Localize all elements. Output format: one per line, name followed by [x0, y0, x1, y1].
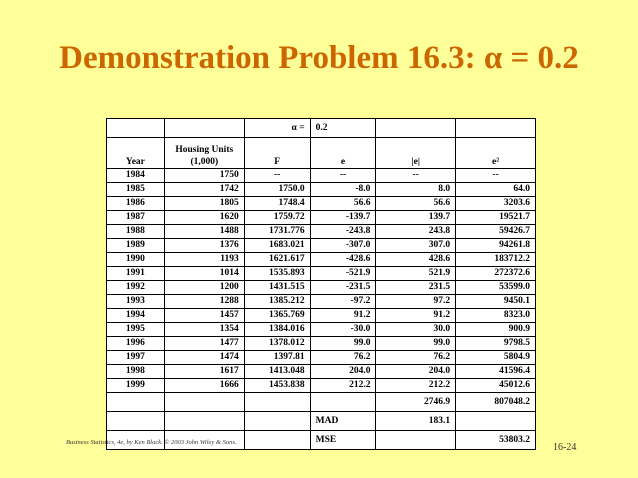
cell-squared-error: 272372.6 [456, 267, 536, 281]
table-row [107, 239, 536, 253]
table-row [107, 197, 536, 211]
cell-abs-error: 139.7 [376, 211, 456, 225]
alpha-value: 0.2 [310, 119, 376, 138]
cell-squared-error: 9798.5 [456, 337, 536, 351]
cell-squared-error: -- [456, 169, 536, 183]
cell-squared-error: 3203.6 [456, 197, 536, 211]
cell-squared-error: 900.9 [456, 323, 536, 337]
cell-error: 91.2 [310, 309, 376, 323]
cell-squared-error: 53599.0 [456, 281, 536, 295]
header-housing-line1: Housing Units [175, 145, 234, 155]
cell-abs-error: 212.2 [376, 379, 456, 393]
cell-housing-units: 1750 [164, 169, 244, 183]
cell-forecast: 1683.021 [244, 239, 310, 253]
table-row [107, 323, 536, 337]
table-row [107, 379, 536, 393]
cell-error: -30.0 [310, 323, 376, 337]
cell-forecast: 1750.0 [244, 183, 310, 197]
cell-abs-error: -- [376, 169, 456, 183]
cell-abs-error: 56.6 [376, 197, 456, 211]
cell-year: 1995 [107, 323, 165, 337]
cell-housing-units: 1666 [164, 379, 244, 393]
cell-squared-error: 59426.7 [456, 225, 536, 239]
table-row [107, 267, 536, 281]
cell-year: 1993 [107, 295, 165, 309]
cell-error: -428.6 [310, 253, 376, 267]
cell-error: 204.0 [310, 365, 376, 379]
cell-abs-error: 97.2 [376, 295, 456, 309]
cell-abs-error: 204.0 [376, 365, 456, 379]
cell-housing-units: 1200 [164, 281, 244, 295]
copyright-footer: Business Statistics, 4e, by Ken Black. © 2003 John Wiley & Sons. [66, 439, 237, 446]
cell-year: 1990 [107, 253, 165, 267]
cell-year: 1999 [107, 379, 165, 393]
cell-forecast: 1385.212 [244, 295, 310, 309]
cell-year: 1994 [107, 309, 165, 323]
cell-error: 56.6 [310, 197, 376, 211]
header-e: e [310, 138, 376, 169]
sum-e-squared: 807048.2 [456, 393, 536, 412]
cell-forecast: -- [244, 169, 310, 183]
cell-housing-units: 1477 [164, 337, 244, 351]
forecast-table-container [106, 118, 536, 450]
cell-housing-units: 1805 [164, 197, 244, 211]
cell-year: 1991 [107, 267, 165, 281]
mad-value: 183.1 [376, 412, 456, 431]
header-f: F [244, 138, 310, 169]
cell-abs-error: 76.2 [376, 351, 456, 365]
cell-housing-units: 1488 [164, 225, 244, 239]
cell-abs-error: 30.0 [376, 323, 456, 337]
table-row [107, 295, 536, 309]
cell-squared-error: 64.0 [456, 183, 536, 197]
cell-year: 1989 [107, 239, 165, 253]
cell-error: -231.5 [310, 281, 376, 295]
table-row [107, 365, 536, 379]
cell-abs-error: 231.5 [376, 281, 456, 295]
table-row [107, 253, 536, 267]
cell-housing-units: 1193 [164, 253, 244, 267]
cell-abs-error: 243.8 [376, 225, 456, 239]
cell-forecast: 1731.776 [244, 225, 310, 239]
cell-error: -8.0 [310, 183, 376, 197]
table-row [107, 211, 536, 225]
cell-housing-units: 1617 [164, 365, 244, 379]
cell-year: 1992 [107, 281, 165, 295]
table-row [107, 225, 536, 239]
cell-forecast: 1413.048 [244, 365, 310, 379]
cell-error: 212.2 [310, 379, 376, 393]
cell-housing-units: 1376 [164, 239, 244, 253]
cell-year: 1998 [107, 365, 165, 379]
cell-housing-units: 1354 [164, 323, 244, 337]
cell-forecast: 1378.012 [244, 337, 310, 351]
cell-squared-error: 45012.6 [456, 379, 536, 393]
forecast-table [106, 118, 536, 450]
header-abs-e: |e| [376, 138, 456, 169]
mse-label: MSE [310, 431, 376, 450]
alpha-label: α = [244, 119, 310, 138]
cell-forecast: 1397.81 [244, 351, 310, 365]
header-housing-units [164, 138, 244, 169]
cell-forecast: 1453.838 [244, 379, 310, 393]
cell-forecast: 1535.893 [244, 267, 310, 281]
table-row [107, 309, 536, 323]
cell-squared-error: 5804.9 [456, 351, 536, 365]
cell-housing-units: 1474 [164, 351, 244, 365]
table-row [107, 351, 536, 365]
header-year: Year [107, 138, 165, 169]
cell-abs-error: 99.0 [376, 337, 456, 351]
cell-year: 1996 [107, 337, 165, 351]
cell-forecast: 1431.515 [244, 281, 310, 295]
cell-year: 1985 [107, 183, 165, 197]
table-row [107, 169, 536, 183]
cell-forecast: 1748.4 [244, 197, 310, 211]
cell-abs-error: 307.0 [376, 239, 456, 253]
cell-error: -97.2 [310, 295, 376, 309]
table-row [107, 183, 536, 197]
table-row [107, 281, 536, 295]
header-e-squared: e² [456, 138, 536, 169]
cell-abs-error: 8.0 [376, 183, 456, 197]
cell-housing-units: 1014 [164, 267, 244, 281]
cell-forecast: 1365.769 [244, 309, 310, 323]
cell-squared-error: 8323.0 [456, 309, 536, 323]
cell-error: -243.8 [310, 225, 376, 239]
header-housing-line2: (1,000) [190, 157, 219, 167]
cell-error: -307.0 [310, 239, 376, 253]
cell-error: -521.9 [310, 267, 376, 281]
slide-title: Demonstration Problem 16.3: α = 0.2 [59, 40, 579, 76]
cell-squared-error: 41596.4 [456, 365, 536, 379]
cell-year: 1988 [107, 225, 165, 239]
cell-squared-error: 183712.2 [456, 253, 536, 267]
slide-number: 16-24 [553, 442, 577, 453]
alpha-row [107, 119, 536, 138]
cell-housing-units: 1288 [164, 295, 244, 309]
cell-forecast: 1759.72 [244, 211, 310, 225]
cell-abs-error: 521.9 [376, 267, 456, 281]
cell-abs-error: 91.2 [376, 309, 456, 323]
header-row [107, 138, 536, 169]
cell-year: 1986 [107, 197, 165, 211]
cell-forecast: 1384.016 [244, 323, 310, 337]
mse-value: 53803.2 [456, 431, 536, 450]
cell-squared-error: 94261.8 [456, 239, 536, 253]
mad-row [107, 412, 536, 431]
mad-label: MAD [310, 412, 376, 431]
sum-abs-e: 2746.9 [376, 393, 456, 412]
sum-row [107, 393, 536, 412]
cell-year: 1997 [107, 351, 165, 365]
cell-year: 1987 [107, 211, 165, 225]
cell-error: 99.0 [310, 337, 376, 351]
cell-error: -139.7 [310, 211, 376, 225]
cell-housing-units: 1620 [164, 211, 244, 225]
cell-abs-error: 428.6 [376, 253, 456, 267]
cell-squared-error: 19521.7 [456, 211, 536, 225]
cell-forecast: 1621.617 [244, 253, 310, 267]
cell-error: -- [310, 169, 376, 183]
table-row [107, 337, 536, 351]
cell-year: 1984 [107, 169, 165, 183]
cell-error: 76.2 [310, 351, 376, 365]
cell-housing-units: 1457 [164, 309, 244, 323]
cell-housing-units: 1742 [164, 183, 244, 197]
cell-squared-error: 9450.1 [456, 295, 536, 309]
